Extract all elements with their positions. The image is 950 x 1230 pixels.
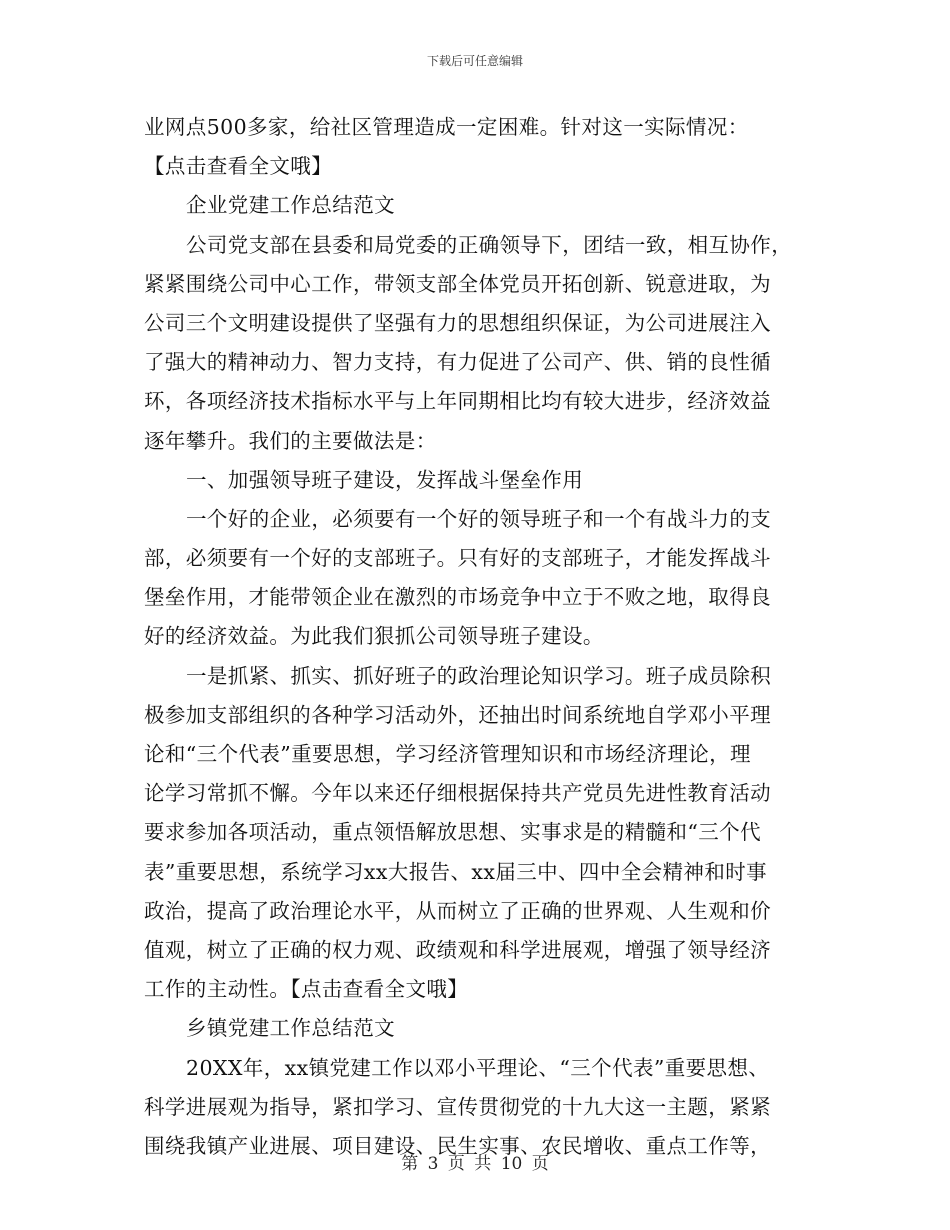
- paragraph-line-with-link: [144, 970, 812, 1009]
- section-title: 乡镇党建工作总结范文: [186, 1016, 395, 1041]
- paragraph-line: 要求参加各项活动，重点领悟解放思想、实事求是的精髓和“三个代: [144, 820, 761, 845]
- read-full-text-link[interactable]: 【点击查看全文哦】: [144, 154, 333, 179]
- paragraph-text: 工作的主动性。: [144, 977, 291, 1002]
- paragraph-line: 围绕我镇产业进展、项目建设、民生实事、农民增收、重点工作等，: [144, 1133, 771, 1158]
- paragraph-line: 公司党支部在县委和局党委的正确领导下，团结一致，相互协作，: [186, 232, 793, 257]
- body-text: [144, 108, 812, 1166]
- paragraph-line: 20XX年，xx镇党建工作以邓小平理论、“三个代表”重要思想、: [186, 1055, 770, 1080]
- read-full-text-link[interactable]: 【点击查看全文哦】: [290, 977, 469, 1002]
- paragraph-line: 紧紧围绕公司中心工作，带领支部全体党员开拓创新、锐意进取，为: [144, 271, 771, 296]
- paragraph-line: 论和“三个代表”重要思想，学习经济管理知识和市场经济理论，理: [144, 742, 751, 766]
- page-number: 第 3 页 共 10 页: [401, 1154, 549, 1174]
- paragraph-line: 一个好的企业，必须要有一个好的领导班子和一个有战斗力的支: [186, 506, 772, 531]
- paragraph-line: 科学进展观为指导，紧扣学习、宣传贯彻党的十九大这一主题，紧紧: [144, 1094, 771, 1119]
- paragraph-line: 环，各项经济技术指标水平与上年同期相比均有较大进步，经济效益: [144, 389, 771, 414]
- paragraph-line: 堡垒作用，才能带领企业在激烈的市场竞争中立于不败之地，取得良: [144, 585, 771, 610]
- paragraph-line: 论学习常抓不懈。今年以来还仔细根据保持共产党员先进性教育活动: [144, 781, 771, 806]
- paragraph-line: 了强大的精神动力、智力支持，有力促进了公司产、供、销的良性循: [144, 350, 771, 375]
- paragraph-line: 表”重要思想，系统学习xx大报告、xx届三中、四中全会精神和时事: [144, 859, 768, 884]
- section-heading: 一、加强领导班子建设，发挥战斗堡垒作用: [186, 467, 584, 492]
- header-note: 下载后可任意编辑: [426, 54, 523, 68]
- paragraph-line: 逐年攀升。我们的主要做法是：: [144, 428, 437, 453]
- paragraph-line: 政治，提高了政治理论水平，从而树立了正确的世界观、人生观和价: [144, 898, 771, 923]
- paragraph-line: 部，必须要有一个好的支部班子。只有好的支部班子，才能发挥战斗: [144, 546, 771, 571]
- paragraph-line: 极参加支部组织的各种学习活动外，还抽出时间系统地自学邓小平理: [144, 702, 771, 727]
- paragraph-line: 一是抓紧、抓实、抓好班子的政治理论知识学习。班子成员除积: [186, 663, 772, 688]
- paragraph-line: 业网点500多家，给社区管理造成一定困难。针对这一实际情况：: [144, 115, 749, 139]
- paragraph-line: 好的经济效益。为此我们狠抓公司领导班子建设。: [144, 624, 604, 649]
- paragraph-line: 值观，树立了正确的权力观、政绩观和科学进展观，增强了领导经济: [144, 937, 771, 962]
- paragraph-line: 公司三个文明建设提供了坚强有力的思想组织保证，为公司进展注入: [144, 310, 771, 335]
- section-title: 企业党建工作总结范文: [186, 193, 395, 218]
